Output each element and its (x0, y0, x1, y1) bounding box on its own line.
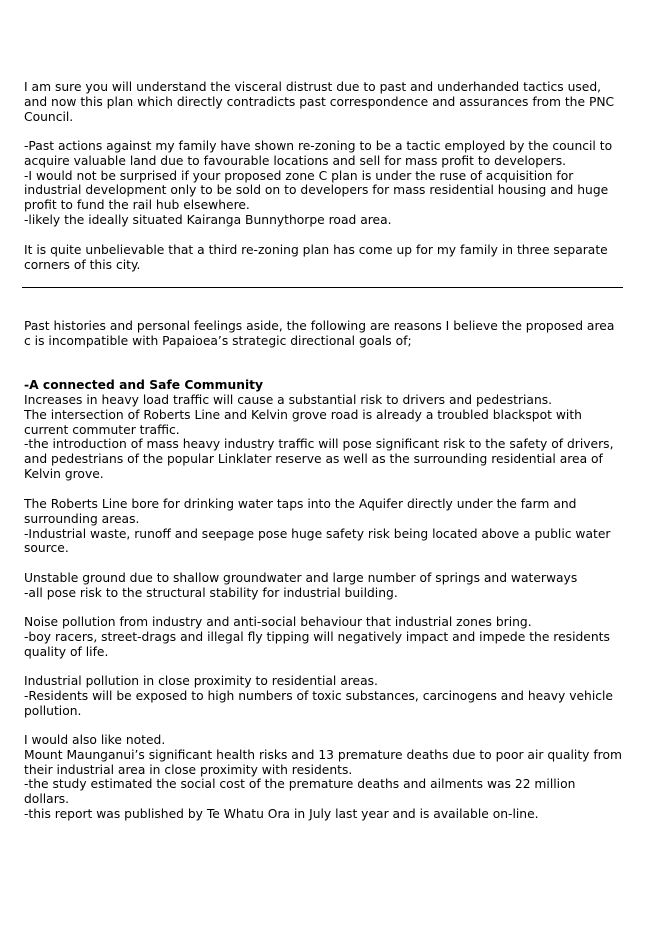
text-line: It is quite unbelievable that a third re-zoning plan has come up for my family in three separate (24, 243, 608, 257)
section-heading (24, 378, 624, 393)
text-line: -this report was published by Te Whatu Ora in July last year and is available on-line. (24, 806, 539, 821)
text-line: -boy racers, street-drags and illegal fly tipping will negatively impact and impede the residents (24, 629, 610, 644)
paragraph-ground (24, 571, 624, 601)
text-line: The intersection of Roberts Line and Kelvin grove road is already a troubled blackspot with (24, 407, 582, 422)
text-line: The Roberts Line bore for drinking water taps into the Aquifer directly under the farm and (24, 497, 577, 511)
paragraph-third-rezoning (24, 243, 624, 273)
text-line: -the study estimated the social cost of the premature deaths and ailments was 22 million (24, 777, 576, 792)
text-line: acquire valuable land due to favourable locations and sell for mass profit to developers. (24, 153, 567, 168)
text-line: pollution. (24, 703, 82, 718)
text-line: c is incompatible with Papaioea’s strategic directional goals of; (24, 333, 412, 348)
text-line: and pedestrians of the popular Linklater reserve as well as the surrounding residential area of (24, 452, 603, 467)
text-line: -the introduction of mass heavy industry traffic will pose significant risk to the safety of drivers, (24, 437, 614, 452)
text-line: source. (24, 541, 69, 556)
paragraph-pollution (24, 674, 624, 718)
text-line: industrial development only to be sold on to developers for mass residential housing and huge (24, 183, 609, 198)
text-line: Unstable ground due to shallow groundwater and large number of springs and waterways (24, 571, 578, 585)
text-line: -all pose risk to the structural stability for industrial building. (24, 585, 398, 600)
text-line: and now this plan which directly contradicts past correspondence and assurances from the PNC (24, 94, 615, 109)
heading-text: -A connected and Safe Community (24, 378, 264, 392)
text-line: -Past actions against my family have shown re-zoning to be a tactic employed by the council to (24, 139, 613, 153)
paragraph-intro (24, 319, 624, 349)
text-line: their industrial area in close proximity with residents. (24, 762, 353, 777)
paragraph-noise (24, 615, 624, 659)
text-line: dollars. (24, 792, 70, 807)
text-line: Past histories and personal feelings aside, the following are reasons I believe the proposed area (24, 319, 615, 333)
text-line: -Industrial waste, runoff and seepage pose huge safety risk being located above a public water (24, 526, 611, 541)
text-line: corners of this city. (24, 257, 141, 272)
text-line: I would also like noted. (24, 733, 166, 747)
paragraph-distrust (24, 80, 624, 124)
horizontal-divider (22, 287, 623, 288)
text-line: Noise pollution from industry and anti-social behaviour that industrial zones bring. (24, 615, 532, 629)
text-line: surrounding areas. (24, 511, 140, 526)
paragraph-water (24, 497, 624, 556)
text-line: quality of life. (24, 644, 109, 659)
text-line: profit to fund the rail hub elsewhere. (24, 198, 250, 213)
text-line: Industrial pollution in close proximity to residential areas. (24, 674, 378, 688)
text-line: Increases in heavy load traffic will cause a substantial risk to drivers and pedestrians. (24, 393, 553, 407)
text-line: -Residents will be exposed to high numbers of toxic substances, carcinogens and heavy vehicle (24, 688, 613, 703)
text-line: -I would not be surprised if your proposed zone C plan is under the ruse of acquisition for (24, 168, 574, 183)
text-line: Council. (24, 109, 74, 124)
text-line: current commuter traffic. (24, 422, 180, 437)
text-line: Mount Maunganui’s significant health risks and 13 premature deaths due to poor air quality from (24, 747, 622, 762)
text-line: Kelvin grove. (24, 466, 104, 481)
paragraph-traffic (24, 393, 624, 482)
paragraph-past-actions (24, 139, 624, 228)
text-line: -likely the ideally situated Kairanga Bunnythorpe road area. (24, 212, 392, 227)
paragraph-also-noted (24, 733, 624, 822)
text-line: I am sure you will understand the visceral distrust due to past and underhanded tactics used, (24, 80, 602, 94)
